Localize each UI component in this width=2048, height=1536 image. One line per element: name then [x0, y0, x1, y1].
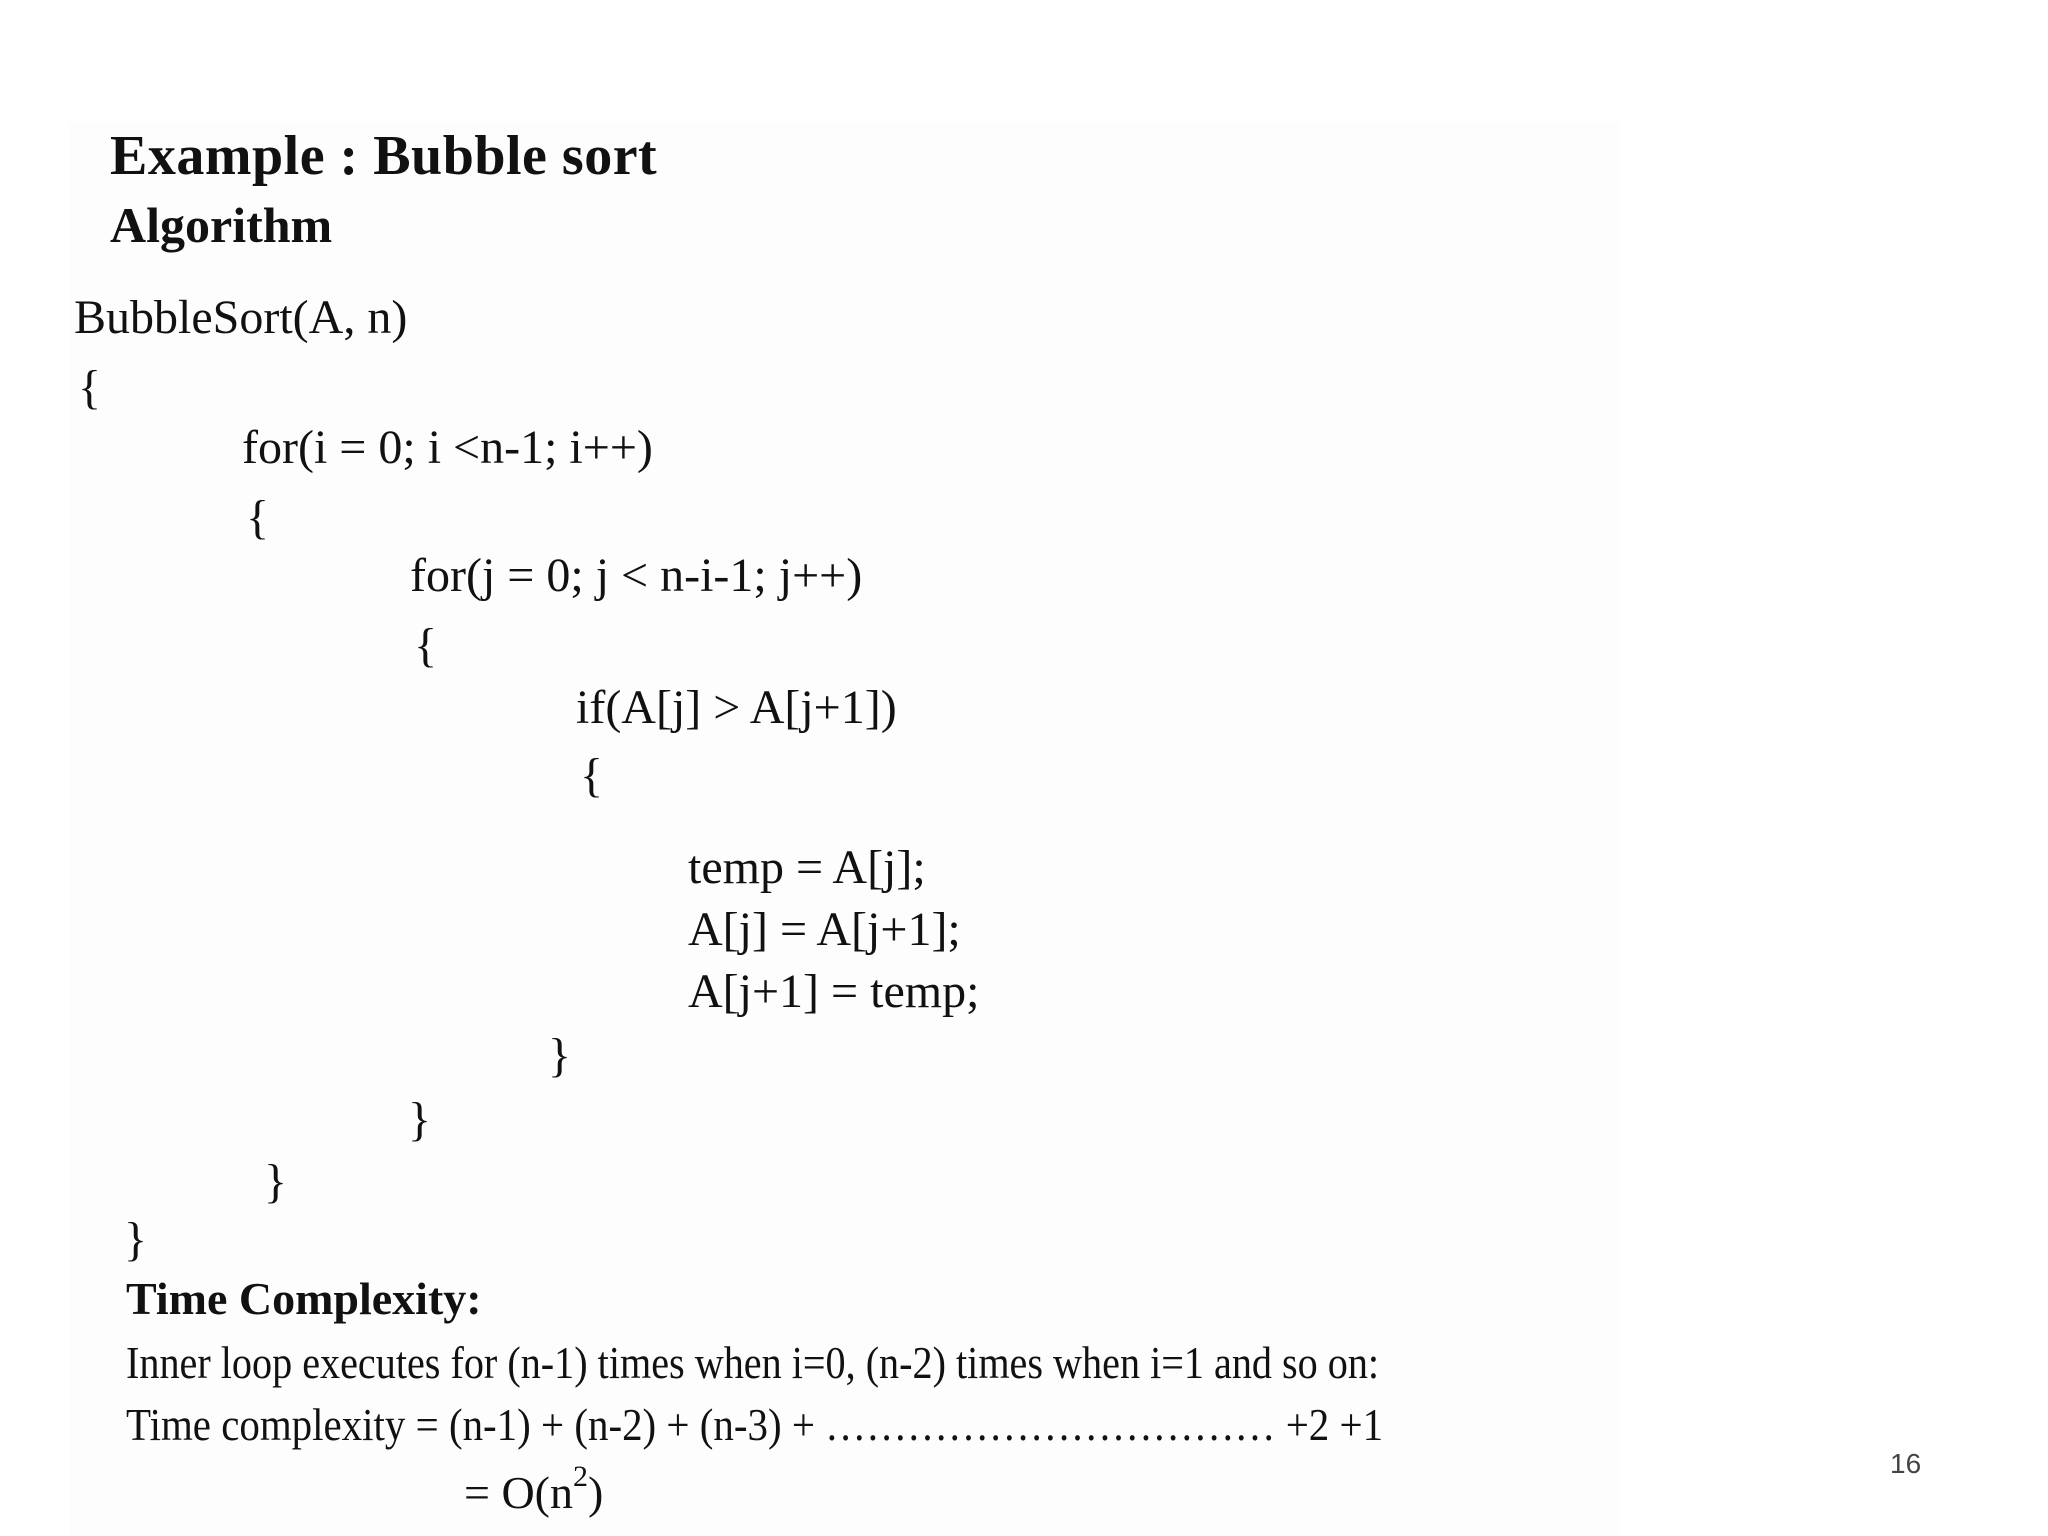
- time-complexity-explanation: Inner loop executes for (n-1) times when i=0, (n-2) times when i=1 and so on:: [126, 1337, 1380, 1388]
- code-function-signature: BubbleSort(A, n): [74, 291, 408, 344]
- code-close-brace-outer-loop: }: [264, 1155, 288, 1208]
- time-complexity-result-suffix: ): [587, 1467, 604, 1518]
- code-close-brace-if: }: [548, 1029, 572, 1082]
- code-open-brace-if: {: [580, 749, 604, 802]
- time-complexity-result: [464, 1460, 604, 1519]
- code-open-brace-function: {: [78, 361, 102, 414]
- slide-subtitle: Algorithm: [110, 197, 333, 253]
- code-close-brace-inner-loop: }: [408, 1093, 432, 1146]
- code-swap-restore: A[j+1] = temp;: [688, 965, 980, 1018]
- time-complexity-result-exponent: 2: [572, 1460, 588, 1493]
- code-swap-temp: temp = A[j];: [688, 841, 926, 894]
- page-number: 16: [1890, 1448, 1922, 1479]
- time-complexity-result-prefix: = O(n: [464, 1467, 573, 1518]
- code-swap-assign: A[j] = A[j+1];: [688, 903, 961, 956]
- code-outer-for-loop: for(i = 0; i <n-1; i++): [242, 421, 653, 474]
- code-open-brace-inner-loop: {: [414, 619, 438, 672]
- slide-title: Example : Bubble sort: [110, 125, 658, 187]
- time-complexity-sum: Time complexity = (n-1) + (n-2) + (n-3) + …………………………… +2 +1: [126, 1399, 1384, 1450]
- code-if-condition: if(A[j] > A[j+1]): [576, 681, 897, 734]
- code-close-brace-function: }: [124, 1213, 148, 1266]
- time-complexity-heading: Time Complexity:: [126, 1273, 482, 1324]
- code-open-brace-outer-loop: {: [246, 491, 270, 544]
- code-inner-for-loop: for(j = 0; j < n-i-1; j++): [410, 549, 863, 602]
